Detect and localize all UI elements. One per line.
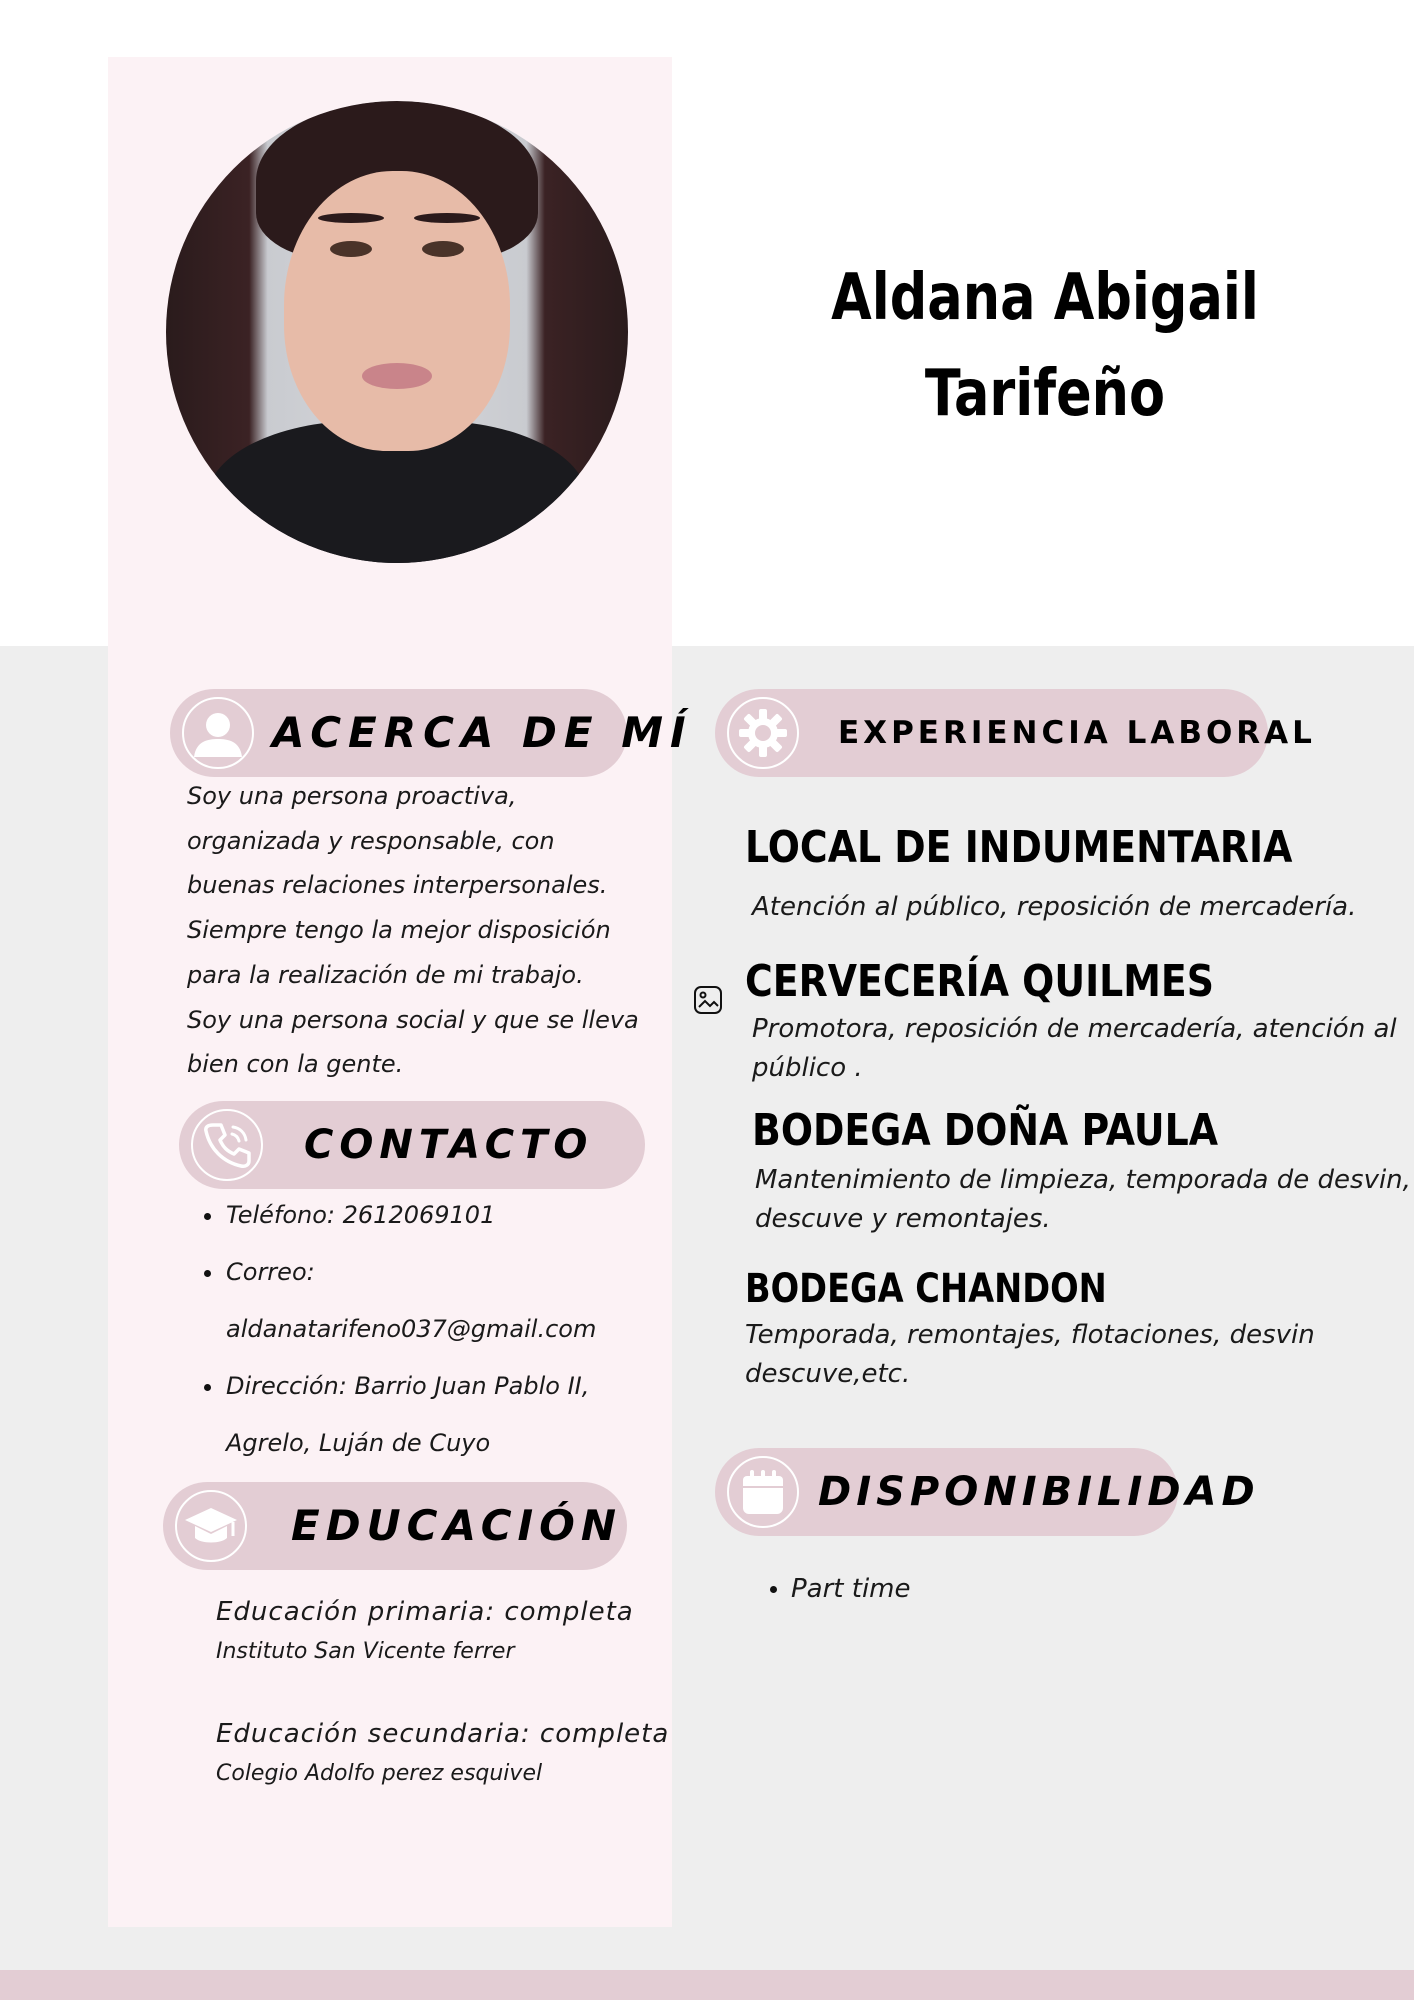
contact-email: Correo: aldanatarifeno037@gmail.com [200,1244,596,1358]
about-line: Soy una persona proactiva, [187,782,517,810]
contact-address: Dirección: Barrio Juan Pablo II, Agrelo, Luján de Cuyo [200,1358,596,1472]
availability-title: DISPONIBILIDAD [818,1469,1260,1515]
name-line-1: Aldana Abigail [831,261,1259,335]
job-title: CERVECERÍA QUILMES [745,956,1215,1007]
contact-header [179,1101,645,1189]
job-title: BODEGA DOÑA PAULA [752,1105,1218,1156]
job-description: Promotora, reposición de mercadería, atención al público . [752,1014,1397,1083]
gear-icon [727,697,799,769]
experience-header [715,689,1316,777]
availability-item: Part time [770,1574,911,1604]
graduation-cap-icon [175,1490,247,1562]
experience-title: EXPERIENCIA LABORAL [838,715,1316,751]
education-school: Colegio Adolfo perez esquivel [216,1761,543,1786]
image-placeholder-icon [693,985,723,1015]
name-line-2: Tarifeño [924,357,1166,431]
job-description: Mantenimiento de limpieza, temporada de desvin, descuve y remontajes. [755,1165,1411,1234]
about-line: para la realización de mi trabajo. [187,960,584,989]
about-line: Soy una persona social y que se lleva [187,1005,639,1034]
education-level: Educación primaria: completa [216,1597,634,1627]
about-line: buenas relaciones interpersonales. [187,871,608,900]
about-header [170,689,693,777]
about-title: ACERCA DE MÍ [272,708,693,757]
about-text [187,774,639,1087]
address-line-2: Agrelo, Luján de Cuyo [226,1429,491,1457]
contact-phone: Teléfono: 2612069101 [200,1187,596,1244]
contact-list [200,1187,596,1472]
availability-header [715,1448,1260,1536]
contact-title: CONTACTO [304,1122,594,1168]
user-icon [182,697,254,769]
about-line: bien con la gente. [187,1050,404,1079]
education-school: Instituto San Vicente ferrer [216,1639,515,1664]
job-description: Temporada, remontajes, flotaciones, desvin descuve,etc. [745,1320,1315,1389]
about-line: organizada y responsable, con [187,826,555,855]
bottom-accent-bar [0,1970,1414,2000]
job-description: Atención al público, reposición de mercadería. [752,892,1357,922]
education-item [216,1714,669,1794]
calendar-icon [727,1456,799,1528]
phone-icon [191,1109,263,1181]
profile-photo [166,101,628,563]
job-title: BODEGA CHANDON [745,1266,1107,1312]
education-title: EDUCACIÓN [291,1501,622,1550]
job-title: LOCAL DE INDUMENTARIA [745,822,1293,873]
about-line: Siempre tengo la mejor disposición [187,916,611,945]
email-address: aldanatarifeno037@gmail.com [226,1315,597,1343]
candidate-name [828,250,1263,442]
education-level: Educación secundaria: completa [216,1719,670,1749]
education-header [163,1482,627,1570]
education-item [216,1592,634,1672]
